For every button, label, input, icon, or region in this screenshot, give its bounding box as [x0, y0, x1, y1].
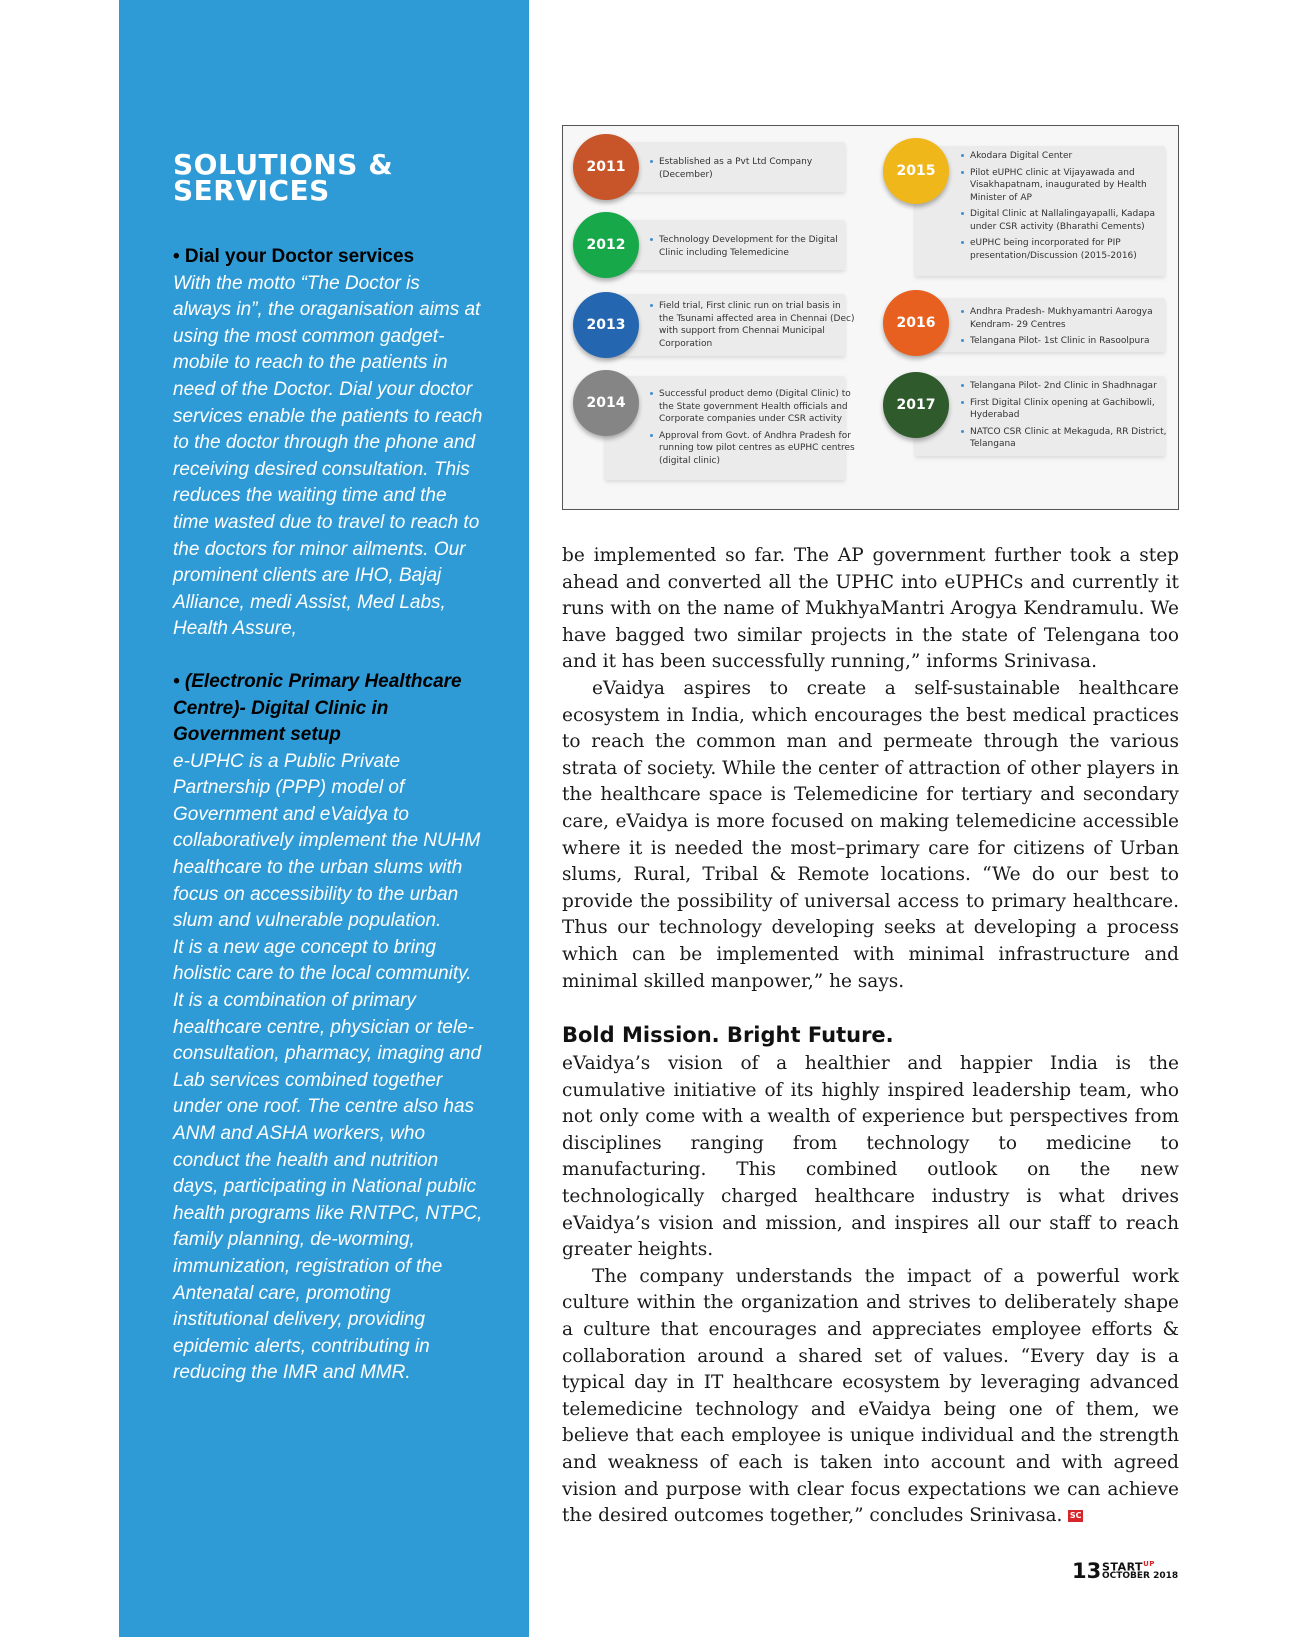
page-number: 13 [1072, 1559, 1102, 1583]
timeline-item: eUPHC being incorporated for PIP presentation/Discussion (2015-2016) [970, 237, 1175, 262]
service-euphc [173, 669, 483, 1387]
timeline-item: NATCO CSR Clinic at Mekaguda, RR District, Telangana [970, 426, 1175, 451]
timeline-item: Technology Development for the Digital Clinic including Telemedicine [659, 234, 849, 259]
article-paragraph: eVaidya’s vision of a healthier and happier India is the cumulative initiative of its highly inspired leadership team, who not only come with a wealth of experience but perspectives from disciplines ranging from technology to medicine to manufacturing. This combined outlook on the new technologically charged healthcare industry is what drives eVaidya’s vision and mission, and inspires all our staff to reach greater heights. [562, 1053, 1179, 1261]
timeline-items-2015 [958, 150, 1175, 266]
timeline-year-2014: 2014 [573, 370, 639, 436]
timeline-year-2012: 2012 [573, 212, 639, 278]
service-title: • (Electronic Primary Healthcare Centre)- Digital Clinic in Government setup [173, 670, 462, 746]
service-title: • Dial your Doctor services [173, 246, 415, 267]
timeline-items-2016 [958, 306, 1175, 352]
article-paragraph: eVaidya aspires to create a self-sustainable healthcare ecosystem in India, which encourages the best medical practices to reach the common man and permeate through the various strata of society. While the center of attraction of other players in the healthcare space is Telemedicine for tertiary and secondary care, eVaidya is more focused on making telemedicine accessible where it is needed the most–primary care for citizens of Urban slums, Rural, Tribal & Remote locations. “We do our best to provide the possibility of universal access to primary healthcare. Thus our technology developing seeks at developing a process which can be implemented with minimal infrastructure and minimal skilled manpower,” he says. [562, 677, 1179, 992]
service-description [173, 749, 483, 1387]
timeline-year-2015: 2015 [883, 138, 949, 204]
timeline-item: First Digital Clinix opening at Gachibowli, Hyderabad [970, 397, 1175, 422]
timeline-item: Digital Clinic at Nallalingayapalli, Kadapa under CSR activity (Bharathi Cements) [970, 208, 1175, 233]
timeline-item: Andhra Pradesh- Mukhyamantri Aarogya Kendram- 29 Centres [970, 306, 1175, 331]
timeline-year-2011: 2011 [573, 134, 639, 200]
end-of-article-icon: SC [1069, 1511, 1082, 1521]
timeline-item: Approval from Govt. of Andhra Pradesh for running tow pilot centres as eUPHC centres (digital clinic) [659, 430, 855, 466]
article-paragraph-text: The company understands the impact of a powerful work culture within the organization and strives to deliberately shape a culture that encourages and appreciates employee efforts & collaboration around a shared set of values. “Every day is a typical day in IT healthcare ecosystem by leveraging advanced telemedicine technology and eVaidya being one of them, we believe that each employee is unique individual and the strength and weakness of each is taken into account and with agreed vision and purpose with clear focus expectations we can achieve the desired outcomes together,” concludes Srinivasa. [562, 1265, 1179, 1527]
timeline-item: Established as a Pvt Ltd Company (December) [659, 156, 849, 181]
timeline-item: Telangana Pilot- 1st Clinic in Rasoolpura [970, 335, 1175, 348]
timeline-items-2014 [647, 388, 855, 471]
issue-date: OCTOBER 2018 [1102, 1571, 1179, 1581]
timeline-items-2011 [647, 156, 849, 185]
article-paragraph-final [562, 1264, 1179, 1530]
company-timeline-figure [562, 125, 1179, 510]
timeline-year-2013: 2013 [573, 292, 639, 358]
timeline-items-2012 [647, 234, 849, 263]
sidebar-heading-line1: SOLUTIONS & [173, 148, 394, 181]
timeline-items-2017 [958, 380, 1175, 455]
sidebar-heading-line2: SERVICES [173, 174, 330, 207]
article-body [562, 543, 1179, 1530]
timeline-year-2016: 2016 [883, 290, 949, 356]
service-paragraph: e-UPHC is a Public Private Partnership (PPP) model of Government and eVaidya to collaboratively implement the NUHM healthcare to the urban slums with focus on accessibility to the urban slum and vulnerable population. [173, 750, 481, 932]
timeline-item: Telangana Pilot- 2nd Clinic in Shadhnagar [970, 380, 1175, 393]
timeline-item: Field trial, First clinic run on trial basis in the Tsunami affected area in Chennai (Dec) with support from Chennai Municipal Corporation [659, 301, 855, 349]
timeline-item: Successful product demo (Digital Clinic) to the State government Health officials and Corporate companies under CSR activity [659, 388, 855, 426]
magazine-name: START [1102, 1560, 1144, 1574]
service-paragraph: With the motto “The Doctor is always in”, the oraganisation aims at using the most common gadget- mobile to reach to the patients in need of the Doctor. Dial your doctor services enable the patients to reach to the doctor through the phone and receiving desired consultation. This reduces the waiting time and the time wasted due to travel to reach to the doctors for minor ailments. Our prominent clients are IHO, Bajaj Alliance, medi Assist, Med Labs, Health Assure, [173, 272, 483, 640]
service-dial-your-doctor [173, 244, 483, 643]
magazine-name-sup: UP [1143, 1560, 1155, 1568]
sidebar-panel [119, 0, 529, 1637]
article-paragraph: be implemented so far. The AP government further took a step ahead and converted all the UPHC into eUPHCs and currently it runs with on the name of MukhyaMantri Arogya Kendramulu. We have bagged two similar projects in the state of Telengana too and it has been successfully running,” informs Srinivasa. [562, 545, 1179, 673]
timeline-item: Pilot eUPHC clinic at Vijayawada and Visakhapatnam, inaugurated by Health Minister of AP [970, 167, 1175, 205]
timeline-items-2013 [647, 300, 855, 354]
article-subheading: Bold Mission. Bright Future. [562, 1023, 894, 1048]
timeline-item: Akodara Digital Center [970, 150, 1175, 163]
service-description [173, 271, 483, 643]
timeline-year-2017: 2017 [883, 372, 949, 438]
sidebar-content [173, 148, 483, 1413]
service-paragraph: It is a new age concept to bring holistic care to the local community. It is a combination of primary healthcare centre, physician or tele-consultation, pharmacy, imaging and Lab services combined together under one roof. The centre also has ANM and ASHA workers, who conduct the health and nutrition days, participating in National public health programs like RNTPC, NTPC, family planning, de-worming, immunization, registration of the Antenatal care, promoting institutional delivery, providing epidemic alerts, contributing in reducing the IMR and MMR. [173, 936, 483, 1384]
sidebar-heading [173, 148, 483, 207]
